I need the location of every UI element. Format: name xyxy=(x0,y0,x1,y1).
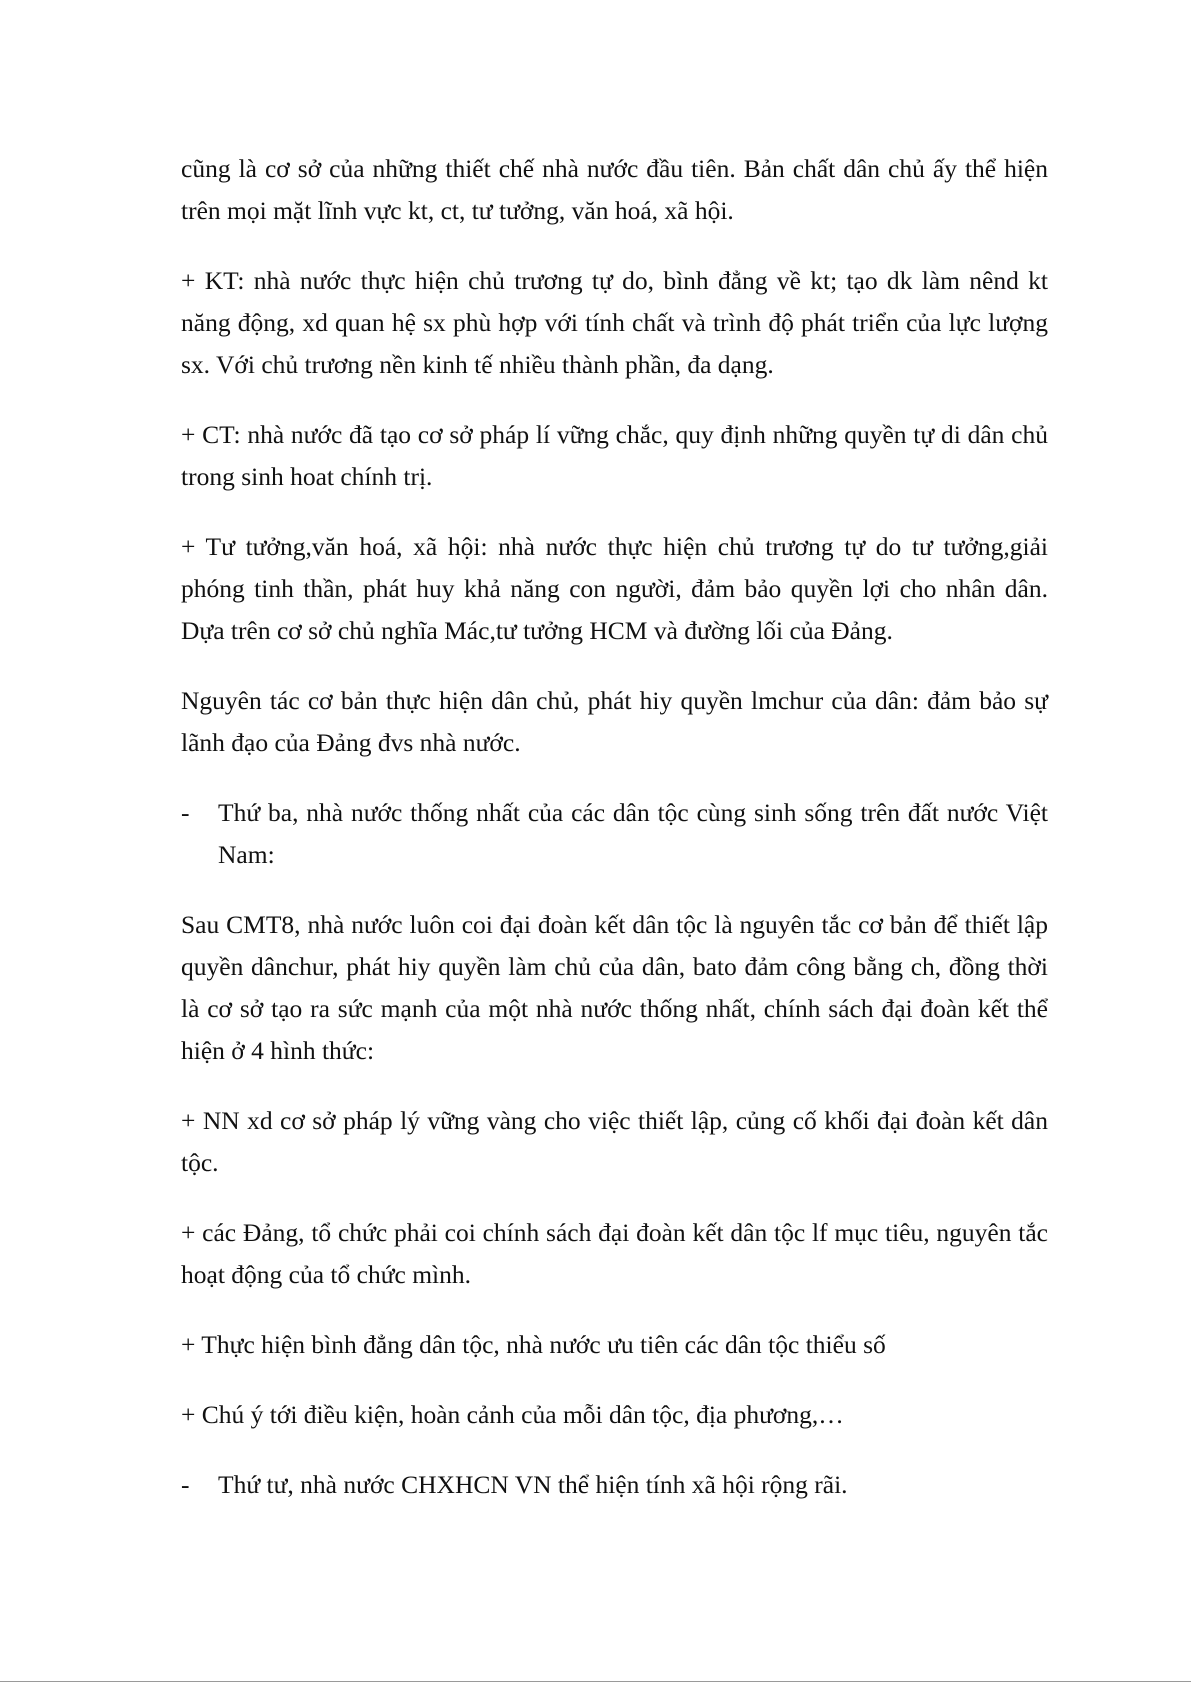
paragraph-1: cũng là cơ sở của những thiết chế nhà nước đầu tiên. Bản chất dân chủ ấy thể hiện trên mọi mặt lĩnh vực kt, ct, tư tưởng, văn hoá, xã hội. xyxy=(181,154,1048,225)
bullet-text: Thứ ba, nhà nước thống nhất của các dân tộc cùng sinh sống trên đất nước Việt Nam: xyxy=(218,798,1048,869)
bullet-item-third xyxy=(181,792,1048,876)
bullet-text: Thứ tư, nhà nước CHXHCN VN thể hiện tính xã hội rộng rãi. xyxy=(218,1470,848,1499)
bullet-item-fourth xyxy=(181,1464,1048,1506)
paragraph-party-organizations: + các Đảng, tổ chức phải coi chính sách đại đoàn kết dân tộc lf mục tiêu, nguyên tắc hoạt động của tổ chức mình. xyxy=(181,1218,1048,1289)
paragraph-politics: + CT: nhà nước đã tạo cơ sở pháp lí vững chắc, quy định những quyền tự di dân chủ trong sinh hoat chính trị. xyxy=(181,420,1048,491)
document-page xyxy=(181,148,1048,1534)
paragraph-democracy-principle: Nguyên tác cơ bản thực hiện dân chủ, phát hiy quyền lmchur của dân: đảm bảo sự lãnh đạo của Đảng đvs nhà nước. xyxy=(181,686,1048,757)
paragraph-economy: + KT: nhà nước thực hiện chủ trương tự do, bình đẳng về kt; tạo dk làm nênd kt năng động, xd quan hệ sx phù hợp với tính chất và trình độ phát triển của lực lượng sx. Với chủ trương nền kinh tế nhiều thành phần, đa dạng. xyxy=(181,266,1048,379)
page-bottom-divider xyxy=(0,1681,1191,1682)
bullet-marker: - xyxy=(181,1470,190,1499)
paragraph-ethnic-equality: + Thực hiện bình đẳng dân tộc, nhà nước ưu tiên các dân tộc thiểu số xyxy=(181,1330,886,1359)
paragraph-national-unity: Sau CMT8, nhà nước luôn coi đại đoàn kết dân tộc là nguyên tắc cơ bản để thiết lập quyền dânchur, phát hiy quyền làm chủ của dân, bato đảm công bằng ch, đồng thời là cơ sở tạo ra sức mạnh của một nhà nước thống nhất, chính sách đại đoàn kết thể hiện ở 4 hình thức: xyxy=(181,910,1048,1065)
bullet-marker: - xyxy=(181,798,190,827)
paragraph-ideology-culture: + Tư tưởng,văn hoá, xã hội: nhà nước thực hiện chủ trương tự do tư tưởng,giải phóng tinh thần, phát huy khả năng con người, đảm bảo quyền lợi cho nhân dân. Dựa trên cơ sở chủ nghĩa Mác,tư tưởng HCM và đường lối của Đảng. xyxy=(181,532,1048,645)
paragraph-legal-basis: + NN xd cơ sở pháp lý vững vàng cho việc thiết lập, củng cố khối đại đoàn kết dân tộc. xyxy=(181,1106,1048,1177)
paragraph-local-conditions: + Chú ý tới điều kiện, hoàn cảnh của mỗi dân tộc, địa phương,… xyxy=(181,1400,844,1429)
